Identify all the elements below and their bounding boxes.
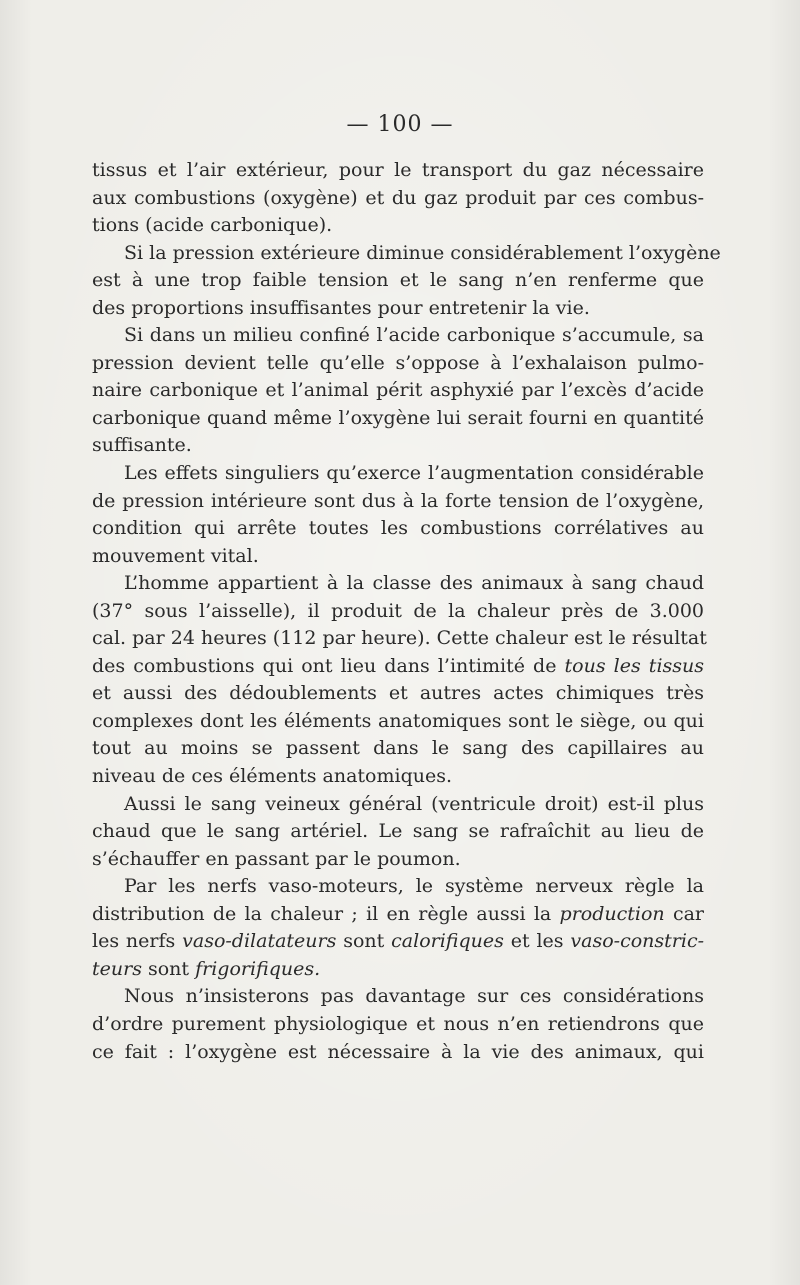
- text-segment: pression devient telle qu’elle s’oppose à l’exhalaison pulmo-: [92, 351, 704, 374]
- text-line: [92, 680, 704, 708]
- text-segment: condition qui arrête toutes les combustions corrélatives au: [92, 517, 704, 540]
- text-line: [92, 1039, 704, 1067]
- text-segment: chaud que le sang artériel. Le sang se rafraîchit au lieu de: [92, 820, 704, 843]
- text-segment: complexes dont les éléments anatomiques sont le siège, ou qui: [92, 709, 704, 732]
- text-line: [92, 570, 704, 598]
- text-segment: niveau de ces éléments anatomiques.: [92, 765, 452, 788]
- text-line: [92, 901, 704, 929]
- text-line: [92, 653, 704, 681]
- text-segment: cal. par 24 heures (112 par heure). Cette chaleur est le résultat: [92, 627, 707, 650]
- text-segment: mouvement vital.: [92, 544, 259, 567]
- text-segment: ce fait : l’oxygène est nécessaire à la vie des animaux, qui: [92, 1040, 704, 1063]
- text-line: [92, 846, 704, 874]
- text-segment: des proportions insuffisantes pour entretenir la vie.: [92, 296, 590, 319]
- text-line: [92, 598, 704, 626]
- text-line: [92, 625, 707, 653]
- text-segment: Par les nerfs vaso-moteurs, le système nerveux règle la: [124, 875, 704, 898]
- text-line: [92, 488, 704, 516]
- text-segment: Les effets singuliers qu’exerce l’augmentation considérable: [124, 462, 704, 485]
- text-segment: naire carbonique et l’animal périt asphyxié par l’excès d’acide: [92, 379, 704, 402]
- text-line: [92, 322, 704, 350]
- text-segment: distribution de la chaleur ; il en règle aussi la: [92, 902, 560, 925]
- text-segment: L’homme appartient à la classe des animaux à sang chaud: [124, 572, 704, 595]
- text-segment: s’échauffer en passant par le poumon.: [92, 847, 461, 870]
- italic-text: tous les tissus: [564, 654, 705, 677]
- text-line: [92, 432, 704, 460]
- text-segment: les nerfs: [92, 930, 183, 953]
- text-segment: (37° sous l’aisselle), il produit de la chaleur près de 3.000: [92, 599, 704, 622]
- text-segment: Si dans un milieu confiné l’acide carbonique s’accumule, sa: [124, 324, 704, 347]
- text-line: [92, 983, 704, 1011]
- text-line: [92, 873, 704, 901]
- text-segment: d’ordre purement physiologique et nous n’en retiendrons que: [92, 1012, 704, 1035]
- italic-text: vaso-constric-: [570, 930, 704, 953]
- italic-text: calorifiques: [391, 930, 504, 953]
- text-segment: Nous n’insisterons pas davantage sur ces considérations: [124, 985, 704, 1008]
- italic-text: frigorifiques.: [195, 957, 321, 980]
- italic-text: vaso-dilatateurs: [182, 930, 337, 953]
- text-segment: tions (acide carbonique).: [92, 214, 333, 237]
- text-segment: carbonique quand même l’oxygène lui serait fourni en quantité: [92, 406, 704, 429]
- text-line: [92, 212, 704, 240]
- page-number: — 100 —: [346, 112, 454, 137]
- text-line: [92, 460, 704, 488]
- text-line: [92, 157, 704, 185]
- text-line: [92, 763, 704, 791]
- text-segment: Si la pression extérieure diminue considérablement l’oxygène: [124, 241, 721, 264]
- text-line: [92, 928, 704, 956]
- text-line: [92, 377, 704, 405]
- text-line: [92, 543, 704, 571]
- text-line: [92, 735, 704, 763]
- text-line: [92, 240, 721, 268]
- text-line: [92, 818, 704, 846]
- text-line: [92, 791, 704, 819]
- text-line: [92, 956, 704, 984]
- text-segment: suffisante.: [92, 434, 192, 457]
- text-segment: tout au moins se passent dans le sang des capillaires au: [92, 737, 704, 760]
- text-line: [92, 1011, 704, 1039]
- text-segment: est à une trop faible tension et le sang n’en renferme que: [92, 269, 704, 292]
- text-line: [92, 708, 704, 736]
- text-line: [92, 515, 704, 543]
- text-line: [92, 405, 704, 433]
- italic-text: teurs: [92, 957, 142, 980]
- text-segment: tissus et l’air extérieur, pour le transport du gaz nécessaire: [92, 159, 704, 181]
- text-segment: des combustions qui ont lieu dans l’intimité de: [92, 654, 565, 677]
- text-line: [92, 295, 704, 323]
- text-segment: de pression intérieure sont dus à la forte tension de l’oxygène,: [92, 489, 704, 512]
- text-segment: aux combustions (oxygène) et du gaz produit par ces combus-: [92, 186, 704, 209]
- text-line: [92, 350, 704, 378]
- text-segment: et les: [503, 930, 571, 953]
- text-segment: car: [664, 902, 704, 925]
- text-segment: sont: [141, 957, 196, 980]
- text-segment: sont: [336, 930, 392, 953]
- text-line: [92, 267, 704, 295]
- text-line: [92, 185, 704, 213]
- text-segment: et aussi des dédoublements et autres actes chimiques très: [92, 682, 704, 705]
- text-segment: Aussi le sang veineux général (ventricule droit) est-il plus: [124, 792, 704, 815]
- italic-text: production: [559, 902, 665, 925]
- body-text: [92, 157, 721, 1066]
